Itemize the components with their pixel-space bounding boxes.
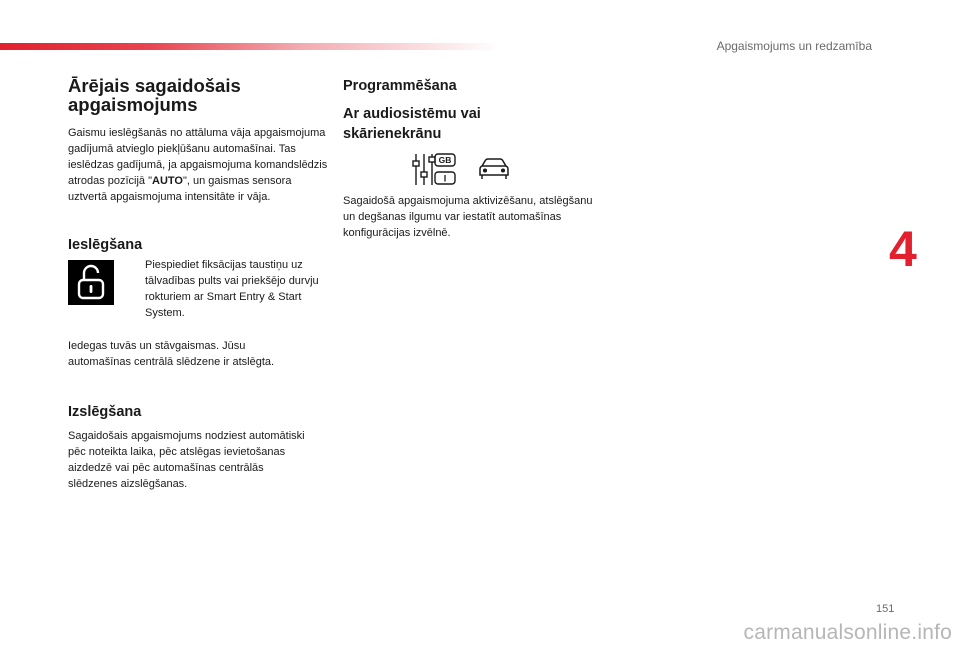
off-heading: Izslēgšana xyxy=(68,404,142,420)
watermark: carmanualsonline.info xyxy=(743,621,952,644)
programming-text: Sagaidošā apgaismojuma aktivizēšanu, atslēgšanu un degšanas ilgumu var iestatīt automašīnas konfigurācijas izvēlnē. xyxy=(343,195,593,239)
section-title: Ārējais sagaidošais apgaismojums xyxy=(68,75,241,115)
chapter-number: 4 xyxy=(889,221,917,277)
config-icons xyxy=(412,152,512,188)
subheading-line-2: skārienekrānu xyxy=(343,126,442,142)
programming-heading: Programmēšana xyxy=(343,78,457,94)
off-text: Sagaidošais apgaismojums nodziest automātiski pēc noteikta laika, pēc atslēgas ievietošanas aizdedzē vai pēc automašīnas centrālās slēdzenes aizslēgšanas. xyxy=(68,430,305,490)
language-gb-label: GB xyxy=(438,155,452,166)
intro-text-after: ", un gaismas sensora uztvertā apgaismojuma intensitāte ir vāja. xyxy=(68,175,292,203)
bullet-item xyxy=(124,257,324,321)
info-i-label: I xyxy=(443,173,447,184)
page-number: 151 xyxy=(876,603,895,615)
intro-paragraph xyxy=(68,125,328,205)
on-heading: Ieslēgšana xyxy=(68,237,143,253)
on-result-text: Iedegas tuvās un stāvgaismas. Jūsu automašīnas centrālā slēdzene ir atslēgta. xyxy=(68,340,275,368)
unlock-button-illustration xyxy=(68,260,114,305)
programming-subheading xyxy=(343,104,603,144)
auto-keyword: AUTO xyxy=(152,175,183,187)
chapter-title: Apgaismojums un redzamība xyxy=(716,39,872,53)
settings-sliders-icon xyxy=(412,152,512,188)
header-accent-bar xyxy=(0,43,500,50)
subheading-line-1: Ar audiosistēmu vai xyxy=(343,106,481,122)
car-icon xyxy=(480,159,508,179)
unlock-padlock-icon xyxy=(68,260,114,305)
intro-text-before: Gaismu ieslēgšanās no attāluma vāja apgaismojuma gadījumā atvieglo piekļūšanu automašīnai. Tas ieslēdzas gadījumā, ja apgaismojuma komandslēdzis atrodas pozīcijā " xyxy=(68,127,328,187)
bullet-text: Piespiediet fiksācijas taustiņu uz tālvadības pults vai priekšējo durvju rokturiem ar Smart Entry & Start System. xyxy=(145,259,319,319)
